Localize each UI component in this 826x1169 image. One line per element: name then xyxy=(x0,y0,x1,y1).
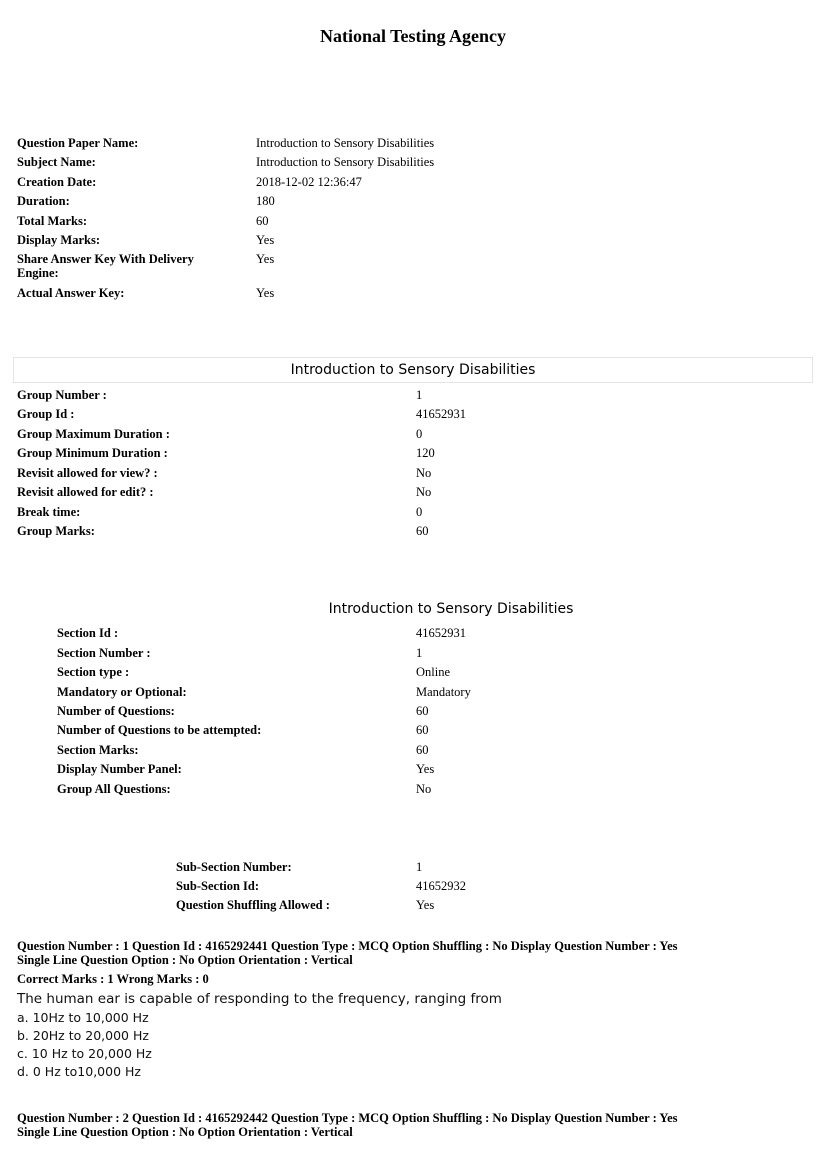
group-field-label: Revisit allowed for view? : xyxy=(17,466,158,480)
group-field-value: 41652931 xyxy=(416,407,466,421)
option-b: b. 20Hz to 20,000 Hz xyxy=(17,1028,149,1043)
group-field-label: Revisit allowed for edit? : xyxy=(17,485,154,499)
group-field-value: 60 xyxy=(416,524,429,538)
group-field-value: No xyxy=(416,485,432,499)
option-d: d. 0 Hz to10,000 Hz xyxy=(17,1064,141,1079)
section-field-value: Online xyxy=(416,665,451,679)
section-field-label: Mandatory or Optional: xyxy=(57,685,187,699)
group-heading-band xyxy=(13,357,813,383)
creation-date-label: Creation Date: xyxy=(17,175,97,189)
section-field-label: Section Number : xyxy=(57,646,151,660)
actual-answer-key-label: Actual Answer Key: xyxy=(17,286,125,300)
question-meta-line2: Single Line Question Option : No Option Orientation : Vertical xyxy=(17,1125,353,1139)
subsection-field-label: Sub-Section Id: xyxy=(176,879,260,893)
section-field-value: 1 xyxy=(416,646,423,660)
question-meta: Question Number : 1 Question Id : 4165292441 Question Type : MCQ Option Shuffling : No Display Question Number : Yes xyxy=(17,939,678,953)
section-field-label: Section Marks: xyxy=(57,743,139,757)
subsection-field-label: Sub-Section Number: xyxy=(176,860,292,874)
group-field-value: 120 xyxy=(416,446,435,460)
share-answer-key-label: Share Answer Key With Delivery xyxy=(17,252,194,266)
group-field-value: 1 xyxy=(416,388,423,402)
group-field-label: Group Maximum Duration : xyxy=(17,427,170,441)
section-field-value: Yes xyxy=(416,762,435,776)
share-answer-key-value: Yes xyxy=(256,252,275,266)
paper-name-label: Question Paper Name: xyxy=(17,136,139,150)
group-field-label: Group Number : xyxy=(17,388,107,402)
duration-label: Duration: xyxy=(17,194,70,208)
group-field-value: No xyxy=(416,466,432,480)
page-title: National Testing Agency xyxy=(319,26,507,46)
section-field-label: Number of Questions to be attempted: xyxy=(57,723,262,737)
section-heading: Introduction to Sensory Disabilities xyxy=(328,601,574,617)
group-field-label: Group Minimum Duration : xyxy=(17,446,168,460)
group-field-value: 0 xyxy=(416,505,423,519)
group-field-label: Group Marks: xyxy=(17,524,95,538)
question-text: The human ear is capable of responding to the frequency, ranging from xyxy=(17,991,502,1007)
section-field-label: Number of Questions: xyxy=(57,704,175,718)
subsection-field-value: 41652932 xyxy=(416,879,466,893)
section-field-value: Mandatory xyxy=(416,685,471,699)
actual-answer-key-value: Yes xyxy=(256,286,275,300)
total-marks-value: 60 xyxy=(256,214,269,228)
paper-name-value: Introduction to Sensory Disabilities xyxy=(256,136,435,150)
creation-date-value: 2018-12-02 12:36:47 xyxy=(256,175,362,189)
section-field-label: Group All Questions: xyxy=(57,782,171,796)
subsection-field-value: 1 xyxy=(416,860,423,874)
section-field-value: 60 xyxy=(416,743,429,757)
display-marks-value: Yes xyxy=(256,233,275,247)
display-marks-label: Display Marks: xyxy=(17,233,100,247)
option-c: c. 10 Hz to 20,000 Hz xyxy=(17,1046,152,1061)
option-a: a. 10Hz to 10,000 Hz xyxy=(17,1010,149,1025)
question-meta: Question Number : 2 Question Id : 4165292442 Question Type : MCQ Option Shuffling : No Display Question Number : Yes xyxy=(17,1111,678,1125)
group-field-label: Group Id : xyxy=(17,407,75,421)
section-field-value: 60 xyxy=(416,723,429,737)
section-field-label: Display Number Panel: xyxy=(57,762,182,776)
section-field-label: Section type : xyxy=(57,665,130,679)
subject-name-label: Subject Name: xyxy=(17,155,96,169)
section-field-value: 60 xyxy=(416,704,429,718)
group-heading: Introduction to Sensory Disabilities xyxy=(290,362,536,378)
subsection-field-label: Question Shuffling Allowed : xyxy=(176,898,330,912)
subject-name-value: Introduction to Sensory Disabilities xyxy=(256,155,435,169)
question-meta-line2: Single Line Question Option : No Option Orientation : Vertical xyxy=(17,953,353,967)
duration-value: 180 xyxy=(256,194,275,208)
subsection-field-value: Yes xyxy=(416,898,435,912)
total-marks-label: Total Marks: xyxy=(17,214,88,228)
section-heading-band xyxy=(53,598,826,620)
group-field-value: 0 xyxy=(416,427,423,441)
share-answer-key-label-cont: Engine: xyxy=(17,266,59,280)
question-marks: Correct Marks : 1 Wrong Marks : 0 xyxy=(17,972,209,986)
section-field-value: No xyxy=(416,782,432,796)
section-field-value: 41652931 xyxy=(416,626,466,640)
section-field-label: Section Id : xyxy=(57,626,119,640)
group-field-label: Break time: xyxy=(17,505,81,519)
